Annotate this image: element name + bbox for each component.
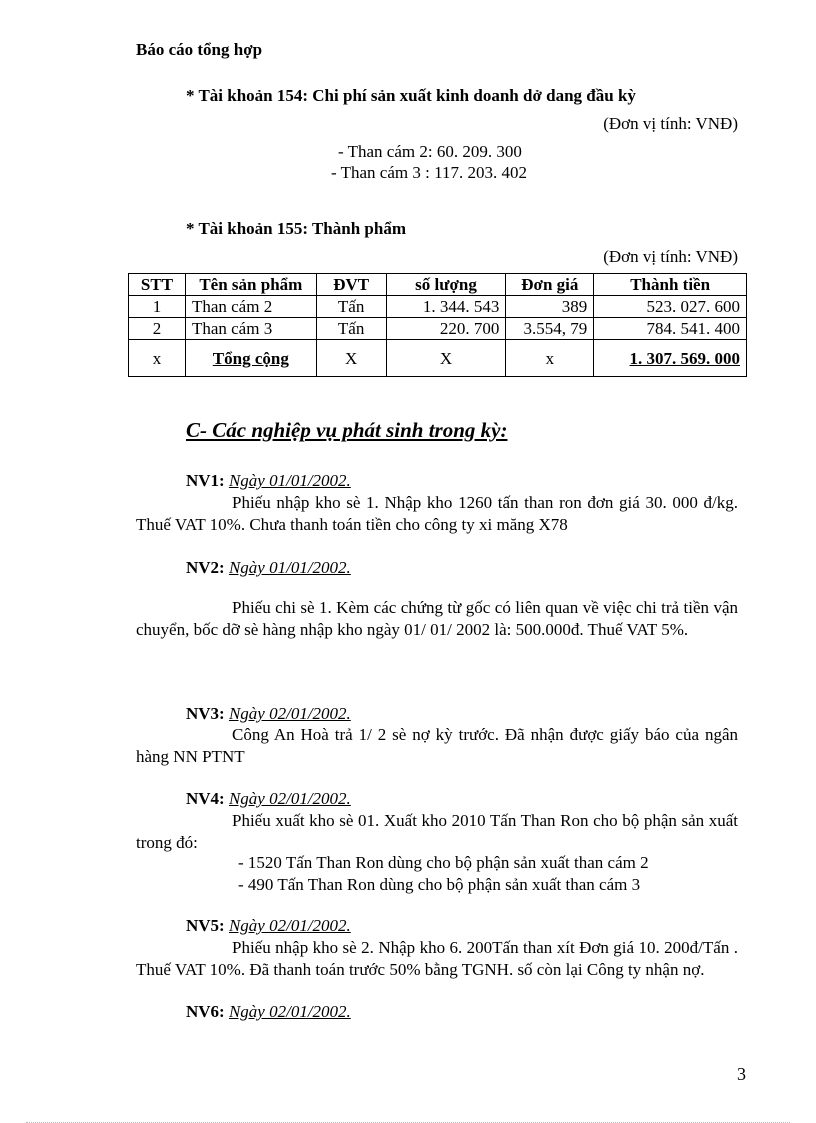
nv-label: NV1: <box>186 471 225 490</box>
cell-product: Than cám 3 <box>185 318 316 340</box>
table-header-row <box>129 274 747 296</box>
cell-price: 389 <box>506 296 594 318</box>
tk155-unit: (Đơn vị tính: VNĐ) <box>603 247 738 266</box>
page-number: 3 <box>737 1064 746 1084</box>
total-amount: 1. 307. 569. 000 <box>629 348 740 368</box>
tk155-title: * Tài khoản 155: Thành phẩm <box>186 219 406 238</box>
nv-body: Công An Hoà trả 1/ 2 sè nợ kỳ trước. Đã nhận được giấy báo của ngân hàng NN PTNT <box>136 725 738 766</box>
page-title: Báo cáo tổng hợp <box>136 40 263 59</box>
cell-total-label-wrap <box>185 340 316 377</box>
col-stt: STT <box>129 274 186 296</box>
table-row <box>129 296 747 318</box>
nv6-heading <box>186 1002 351 1022</box>
nv-label: NV5: <box>186 916 225 935</box>
nv5-text <box>136 937 738 981</box>
nv-label: NV4: <box>186 789 225 808</box>
cell-product: Than cám 2 <box>185 296 316 318</box>
col-quantity: số lượng <box>386 274 506 296</box>
nv-body: Phiếu nhập kho sè 1. Nhập kho 1260 tấn than ron đơn giá 30. 000 đ/kg. Thuế VAT 10%. Chưa thanh toán tiền cho công ty xi măng X78 <box>136 493 738 534</box>
col-product-name: Tên sản phẩm <box>185 274 316 296</box>
cell-price: 3.554, 79 <box>506 318 594 340</box>
cell-unit: Tấn <box>316 318 386 340</box>
cell-unit: X <box>316 340 386 377</box>
nv-label: NV3: <box>186 704 225 723</box>
nv4-text <box>136 810 738 854</box>
cell-amount: 784. 541. 400 <box>594 318 747 340</box>
total-label: Tổng cộng <box>212 348 289 368</box>
product-table <box>128 273 747 377</box>
nv1-text <box>136 492 738 536</box>
cell-quantity: X <box>386 340 506 377</box>
nv5-heading <box>186 916 351 936</box>
nv1-heading <box>186 471 351 491</box>
nv-date: Ngày 02/01/2002. <box>228 789 351 808</box>
table-row <box>129 318 747 340</box>
nv-date: Ngày 01/01/2002. <box>228 558 351 577</box>
nv-date: Ngày 02/01/2002. <box>228 916 351 935</box>
cell-total-amount-wrap <box>594 340 747 377</box>
nv-date: Ngày 02/01/2002. <box>228 704 351 723</box>
nv-label: NV2: <box>186 558 225 577</box>
tk154-line-1: - Than cám 2: 60. 209. 300 <box>338 142 522 161</box>
col-amount: Thành tiền <box>594 274 747 296</box>
nv-date: Ngày 02/01/2002. <box>228 1002 351 1021</box>
nv4-bullet-2: - 490 Tấn Than Ron dùng cho bộ phận sản xuất than cám 3 <box>238 875 641 894</box>
nv-body: Phiếu chi sè 1. Kèm các chứng từ gốc có liên quan về việc chi trả tiền vận chuyển, bốc dỡ sè hàng nhập kho ngày 01/ 01/ 2002 là: 500.000đ. Thuế VAT 5%. <box>136 598 738 639</box>
nv-body: Phiếu nhập kho sè 2. Nhập kho 6. 200Tấn than xít Đơn giá 10. 200đ/Tấn . Thuế VAT 10%. Đã thanh toán trước 50% bằng TGNH. số còn lại Công ty nhận nợ. <box>136 938 738 979</box>
cell-quantity: 1. 344. 543 <box>386 296 506 318</box>
table-total-row <box>129 340 747 377</box>
section-c-title: C- Các nghiệp vụ phát sinh trong kỳ: <box>186 418 508 442</box>
cell-unit: Tấn <box>316 296 386 318</box>
col-unit: ĐVT <box>316 274 386 296</box>
nv-label: NV6: <box>186 1002 225 1021</box>
cell-stt: 1 <box>129 296 186 318</box>
nv3-text <box>136 724 738 768</box>
tk154-title: * Tài khoản 154: Chi phí sản xuất kinh doanh dở dang đầu kỳ <box>186 86 636 105</box>
nv4-heading <box>186 789 351 809</box>
tk154-unit: (Đơn vị tính: VNĐ) <box>603 114 738 133</box>
cell-price: x <box>506 340 594 377</box>
nv2-heading <box>186 558 351 578</box>
nv3-heading <box>186 704 351 724</box>
cell-quantity: 220. 700 <box>386 318 506 340</box>
nv2-text <box>136 597 738 641</box>
nv-body: Phiếu xuất kho sè 01. Xuất kho 2010 Tấn Than Ron cho bộ phận sản xuất trong đó: <box>136 811 738 852</box>
col-unit-price: Đơn giá <box>506 274 594 296</box>
cell-stt: x <box>129 340 186 377</box>
nv4-bullet-1: - 1520 Tấn Than Ron dùng cho bộ phận sản xuất than cám 2 <box>238 853 649 872</box>
cell-amount: 523. 027. 600 <box>594 296 747 318</box>
tk154-line-2: - Than cám 3 : 117. 203. 402 <box>331 163 527 182</box>
cell-stt: 2 <box>129 318 186 340</box>
nv-date: Ngày 01/01/2002. <box>228 471 351 490</box>
